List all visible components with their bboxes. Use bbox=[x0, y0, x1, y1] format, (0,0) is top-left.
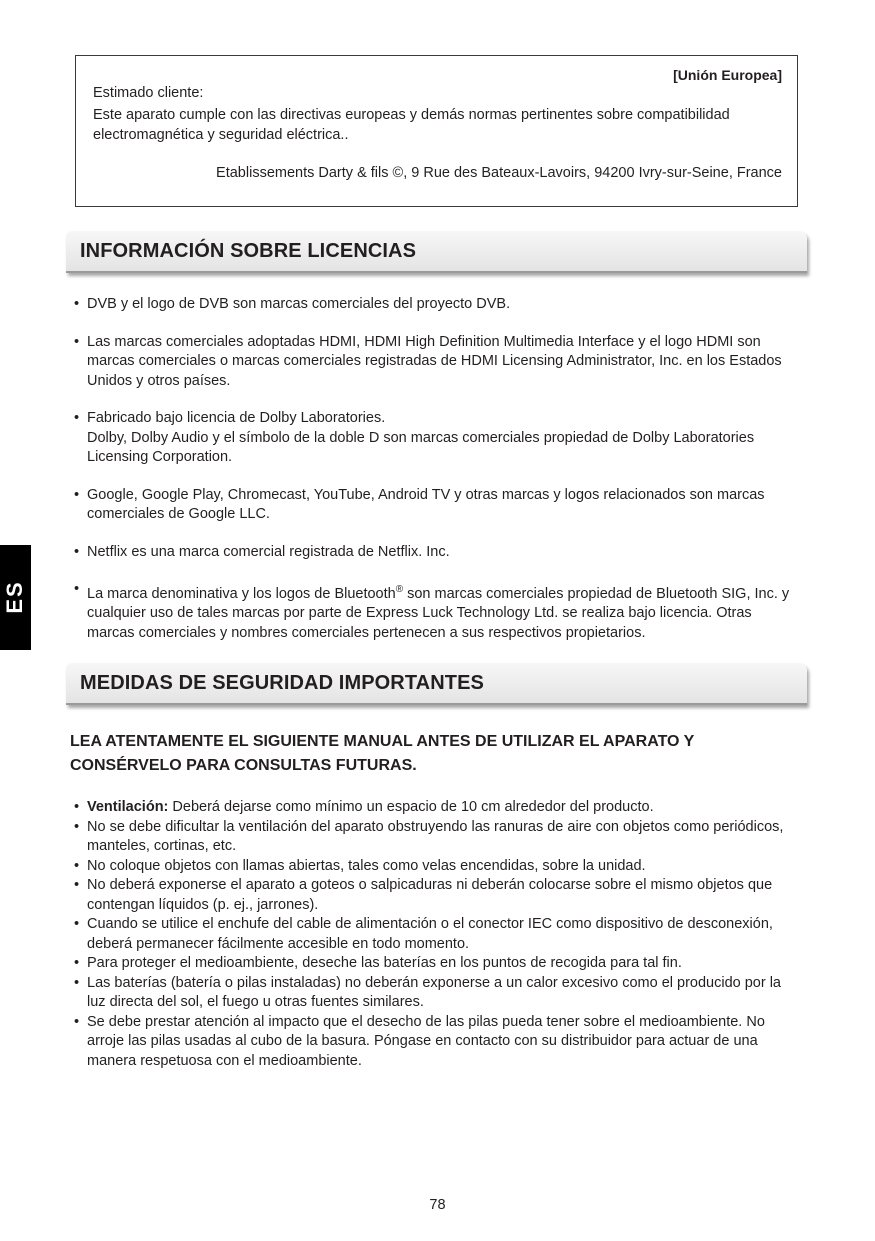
safety-item: • No se debe dificultar la ventilación del aparato obstruyendo las ranuras de aire con objetos como periódicos, manteles, cortinas, etc. bbox=[72, 818, 800, 857]
licensing-list bbox=[72, 295, 800, 661]
safety-section-title: MEDIDAS DE SEGURIDAD IMPORTANTES bbox=[80, 672, 484, 694]
license-item-dvb: • DVB y el logo de DVB son marcas comerciales del proyecto DVB. bbox=[72, 295, 800, 315]
eu-notice-box bbox=[75, 55, 798, 207]
dolby-line-1: • Fabricado bajo licencia de Dolby Laboratories. bbox=[87, 410, 386, 426]
ventilation-label: Ventilación: bbox=[87, 799, 169, 815]
safety-item: • Se debe prestar atención al impacto que el desecho de las pilas pueda tener sobre el medioambiente. No arroje las pilas usadas al cubo de la basura. Póngase en contacto con su distribuidor para actuar de una manera respetuosa con el medioambiente. bbox=[72, 1013, 800, 1072]
eu-region-label: [Unión Europea] bbox=[673, 67, 782, 83]
safety-item: • No coloque objetos con llamas abiertas, tales como velas encendidas, sobre la unidad. bbox=[72, 857, 800, 877]
license-item-netflix: • Netflix es una marca comercial registrada de Netflix. Inc. bbox=[72, 543, 800, 563]
safety-list bbox=[72, 798, 800, 1071]
safety-item: • No deberá exponerse el aparato a goteos o salpicaduras ni deberán colocarse sobre el mismo objetos que contengan líquidos (p. ej., jarrones). bbox=[72, 876, 800, 915]
license-item-hdmi: • Las marcas comerciales adoptadas HDMI, HDMI High Definition Multimedia Interface y el logo HDMI son marcas comerciales o marcas comerciales registradas de HDMI Licensing Administrator, Inc. en los Estados Unidos y otros países. bbox=[72, 333, 800, 392]
language-code: ES bbox=[2, 580, 27, 614]
license-item-dolby bbox=[72, 409, 800, 468]
eu-compliance-text: Este aparato cumple con las directivas europeas y demás normas pertinentes sobre compatibilidad electromagnética y seguridad eléctrica.. bbox=[93, 107, 730, 143]
page-number: 78 bbox=[429, 1197, 446, 1213]
safety-item: • Las baterías (batería o pilas instaladas) no deberán exponerse a un calor excesivo como el producido por la luz directa del sol, el fuego u otras fuentes similares. bbox=[72, 974, 800, 1013]
licensing-section-header bbox=[66, 231, 807, 273]
eu-greeting: Estimado cliente: bbox=[93, 85, 204, 101]
safety-item-ventilation: • Ventilación: Deberá dejarse como mínimo un espacio de 10 cm alrededor del producto. bbox=[72, 798, 800, 818]
manufacturer-address: Etablissements Darty & fils ©, 9 Rue des Bateaux-Lavoirs, 94200 Ivry-sur-Seine, France bbox=[216, 165, 782, 181]
license-item-google: • Google, Google Play, Chromecast, YouTube, Android TV y otras marcas y logos relacionados son marcas comerciales de Google LLC. bbox=[72, 486, 800, 525]
license-item-bluetooth: • La marca denominativa y los logos de Bluetooth® son marcas comerciales propiedad de Bluetooth SIG, Inc. y cualquier uso de tales marcas por parte de Express Luck Technology Ltd. se realiza bajo licencia. Otras marcas comerciales y nombres comerciales pertenecen a sus respectivos propietarios. bbox=[72, 580, 800, 643]
safety-item: • Cuando se utilice el enchufe del cable de alimentación o el conector IEC como dispositivo de desconexión, deberá permanecer fácilmente accesible en todo momento. bbox=[72, 915, 800, 954]
safety-section-header bbox=[66, 663, 807, 705]
safety-item: • Para proteger el medioambiente, deseche las baterías en los puntos de recogida para tal fin. bbox=[72, 954, 800, 974]
language-side-tab bbox=[0, 545, 31, 650]
read-manual-notice: LEA ATENTAMENTE EL SIGUIENTE MANUAL ANTES DE UTILIZAR EL APARATO Y CONSÉRVELO PARA CONSULTAS FUTURAS. bbox=[70, 733, 695, 774]
registered-mark: ® bbox=[395, 584, 404, 595]
licensing-section-title: INFORMACIÓN SOBRE LICENCIAS bbox=[80, 240, 417, 262]
dolby-line-2: Dolby, Dolby Audio y el símbolo de la doble D son marcas comerciales propiedad de Dolby Laboratories Licensing Corporation. bbox=[87, 429, 755, 465]
